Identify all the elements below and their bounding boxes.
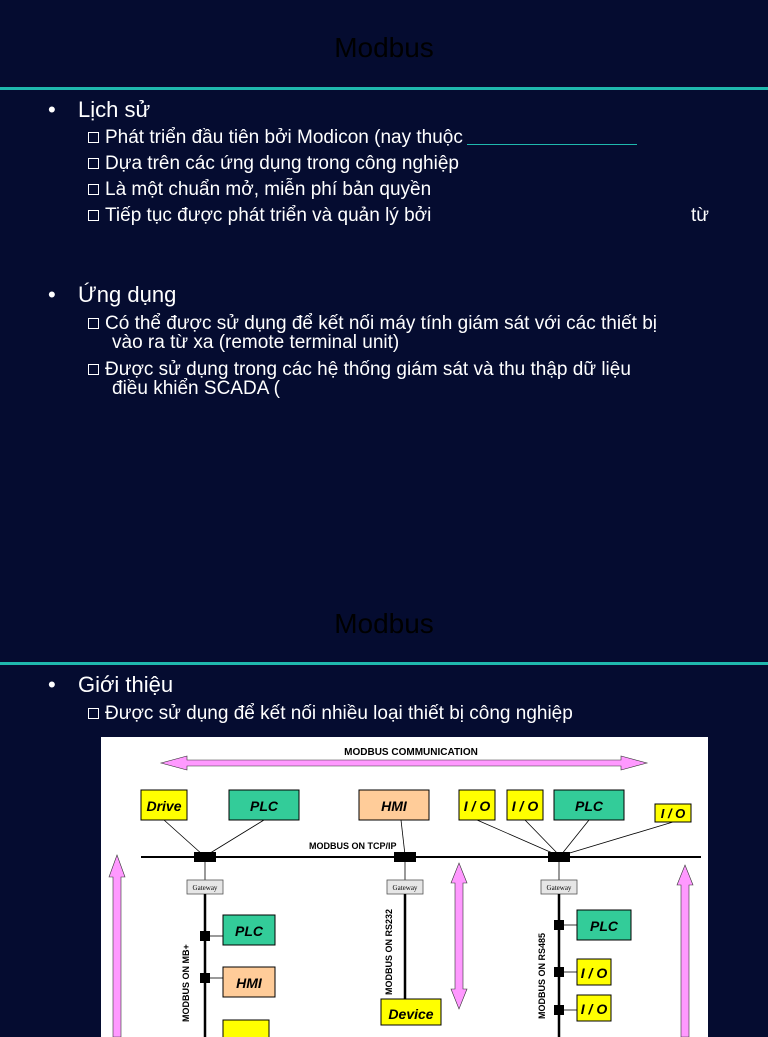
list-item: Được sử dụng trong các hệ thống giám sát và thu thập dữ liệu điều khiển SCADA ( [88,360,631,398]
io-device [577,959,611,985]
bullet-introduction [48,672,173,698]
modbus-communication-label: MODBUS COMMUNICATION [344,747,478,758]
list-item: Là một chuẩn mở, miễn phí bản quyền [88,180,431,199]
svg-text:I / O: I / O [580,1001,608,1017]
plc-device [229,790,299,820]
io-device [507,790,543,820]
io-device [459,790,495,820]
svg-text:I / O: I / O [660,806,686,821]
vertical-arrow [451,863,467,1009]
checkbox-icon [88,318,99,329]
tcp-bus-label: MODBUS ON TCP/IP [309,841,397,851]
plc-device [577,910,631,940]
bullet-history [48,97,150,123]
slide-2 [0,600,768,1024]
svg-text:I / O: I / O [580,965,608,981]
device-box [381,999,441,1025]
bus-connector [554,967,564,977]
bullet-heading: Lịch sử [78,97,151,122]
vertical-arrow [109,855,125,1037]
svg-text:PLC: PLC [235,923,263,939]
svg-text:PLC: PLC [250,798,278,814]
vertical-arrow [677,865,693,1037]
list-item: Tiếp tục được phát triển và quản lý bởi [88,206,431,225]
svg-text:Drive: Drive [146,798,182,814]
plc-device [554,790,624,820]
svg-text:Gateway: Gateway [546,884,572,892]
device-partial [223,1020,269,1037]
checkbox-icon [88,708,99,719]
list-item-suffix: từ [691,205,709,226]
svg-text:Gateway: Gateway [192,884,218,892]
list-item: Dựa trên các ứng dụng trong công nghiệp [88,154,459,173]
modbus-communication-arrow [161,756,647,770]
title-divider [0,87,768,90]
title-divider [0,662,768,665]
svg-text:HMI: HMI [381,798,407,814]
connection-lines [164,820,673,855]
svg-text:PLC: PLC [575,798,603,814]
io-device [577,995,611,1021]
bus-connector [548,852,570,862]
svg-text:Gateway: Gateway [392,884,418,892]
slide-title: Modbus [334,608,434,639]
svg-text:HMI: HMI [236,975,262,991]
bus-connector [200,931,210,941]
fill-blank [467,130,637,145]
mbplus-bus-label: MODBUS ON MB+ [181,944,191,1022]
checkbox-icon [88,184,99,195]
gateway [541,862,577,894]
bus-connector [554,1005,564,1015]
io-device [655,804,691,822]
checkbox-icon [88,364,99,375]
rs232-bus-label: MODBUS ON RS232 [384,908,394,995]
checkbox-icon [88,132,99,143]
list-item: Phát triển đầu tiên bởi Modicon (nay thuộc [88,128,637,147]
slide-title: Modbus [334,32,434,63]
gateway [387,862,423,894]
modbus-network-diagram [101,737,708,1037]
checkbox-icon [88,210,99,221]
bullet-heading: Ứng dụng [78,282,177,307]
svg-text:Device: Device [388,1006,434,1022]
drive-device [141,790,187,820]
bus-connector [194,852,216,862]
svg-text:I / O: I / O [511,798,539,814]
bullet-dot: • [48,672,56,697]
list-item: Có thể được sử dụng để kết nối máy tính giám sát với các thiết bị vào ra từ xa (remote terminal unit) [88,314,657,352]
plc-device [223,915,275,945]
gateway [187,862,223,894]
bullet-dot: • [48,97,56,122]
hmi-device [359,790,429,820]
bullet-applications [48,282,176,308]
bus-connector [200,973,210,983]
hmi-device [223,967,275,997]
bullet-heading: Giới thiệu [78,672,174,697]
list-item: Được sử dụng để kết nối nhiều loại thiết bị công nghiệp [88,704,573,723]
bus-connector [554,920,564,930]
rs485-bus-label: MODBUS ON RS485 [537,932,547,1019]
bullet-dot: • [48,282,56,307]
checkbox-icon [88,158,99,169]
bus-connector [394,852,416,862]
svg-text:PLC: PLC [590,918,618,934]
svg-text:I / O: I / O [463,798,491,814]
